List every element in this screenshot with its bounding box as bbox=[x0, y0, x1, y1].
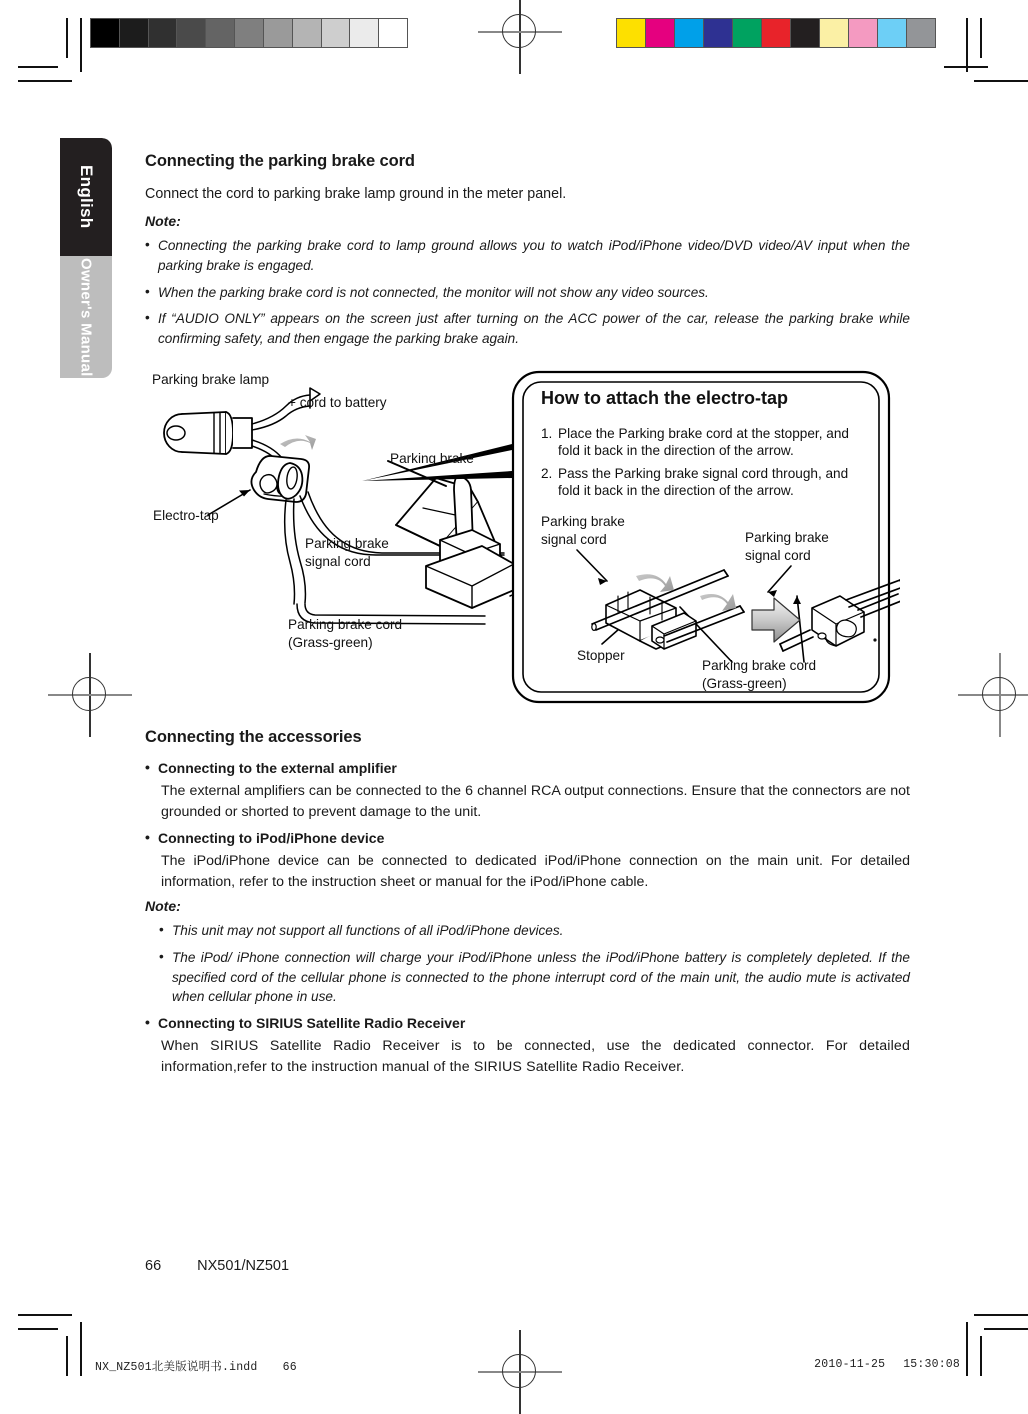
note-label: Note: bbox=[145, 213, 181, 230]
label-cord-to-battery: + cord to battery bbox=[288, 395, 387, 410]
label-electro-tap: Electro-tap bbox=[153, 508, 219, 523]
side-tab bbox=[60, 138, 112, 378]
page-number: 66 bbox=[145, 1258, 162, 1274]
accessories-notes-list bbox=[159, 921, 910, 1007]
accessory-body: When SIRIUS Satellite Radio Receiver is to be connected, use the dedicated connector. For detailed information,refer to the instruction manual of the SIRIUS Satellite Radio Receiver. bbox=[161, 1038, 910, 1075]
page-model: NX501/NZ501 bbox=[197, 1258, 290, 1274]
electro-tap-illustration bbox=[251, 456, 309, 502]
accessory-body: The external amplifiers can be connected to the 6 channel RCA output connections. Ensure that the connectors are not grounded or shorted to prevent damage to the unit. bbox=[161, 783, 910, 820]
accessories-list bbox=[145, 760, 910, 776]
side-tab-manual-label: Owner's Manual bbox=[77, 257, 95, 377]
section-parking-brake bbox=[145, 152, 910, 356]
side-tab-language bbox=[60, 138, 112, 256]
accessory-body: The iPod/iPhone device can be connected to dedicated iPod/iPhone connection on the main unit. For detailed information, refer to the instruction sheet or manual for the iPod/iPhone cable. bbox=[161, 853, 910, 890]
callout-step-2-num: 2. bbox=[541, 466, 553, 481]
imprint-date: 2010-11-25 bbox=[814, 1358, 886, 1371]
wiring-figure bbox=[140, 368, 900, 713]
callout-label-brake-cord-2: (Grass-green) bbox=[702, 676, 787, 691]
side-tab-manual bbox=[60, 256, 112, 378]
list-item: • When the parking brake cord is not connected, the monitor will not show any video sources. bbox=[145, 283, 910, 303]
list-item: • This unit may not support all functions of all iPod/iPhone devices. bbox=[159, 921, 910, 941]
section-accessories-heading: Connecting the accessories bbox=[145, 728, 362, 746]
page-footer bbox=[145, 1258, 289, 1274]
callout-label-signal-right-1: Parking brake bbox=[745, 530, 829, 545]
section-parking-heading: Connecting the parking brake cord bbox=[145, 152, 415, 170]
label-brake-cord-line1: Parking brake cord bbox=[288, 617, 403, 632]
accessory-title: • Connecting to SIRIUS Satellite Radio Receiver bbox=[145, 1015, 910, 1031]
callout-label-brake-cord-1: Parking brake cord bbox=[702, 658, 817, 673]
callout-label-stopper: Stopper bbox=[577, 648, 625, 663]
accessories-list bbox=[145, 1015, 910, 1031]
label-signal-cord-line2: signal cord bbox=[305, 554, 371, 569]
list-item: • The iPod/ iPhone connection will charge your iPod/iPhone unless the iPod/iPhone battery is completely depleted. If the specified cord of the cellular phone is connected to the phone interrupt cord of the main unit, the audio mute is activated when cellular phone in use. bbox=[159, 948, 910, 1007]
parking-brake-lever-illustration bbox=[396, 476, 522, 608]
section-accessories bbox=[145, 728, 910, 1083]
accessories-list bbox=[145, 830, 910, 846]
callout-step-2-line1: Pass the Parking brake signal cord through, and bbox=[558, 466, 849, 481]
section-parking-intro: Connect the cord to parking brake lamp ground in the meter panel. bbox=[145, 186, 567, 202]
callout-step-1-line2: fold it back in the direction of the arrow. bbox=[558, 443, 794, 458]
accessory-title: • Connecting to the external amplifier bbox=[145, 760, 910, 776]
list-item: • Connecting the parking brake cord to lamp ground allows you to watch iPod/iPhone video/DVD video/AV input when the parking brake is engaged. bbox=[145, 236, 910, 275]
parking-notes-list bbox=[145, 236, 910, 349]
label-brake-cord-line2: (Grass-green) bbox=[288, 635, 373, 650]
imprint-page: 66 bbox=[282, 1361, 297, 1374]
list-item: • If “AUDIO ONLY” appears on the screen just after turning on the ACC power of the car, release the parking brake while confirming safety, and then engage the parking brake again. bbox=[145, 309, 910, 348]
callout-title: How to attach the electro-tap bbox=[541, 388, 789, 408]
stray-dot bbox=[873, 638, 876, 641]
callout-label-signal-left-1: Parking brake bbox=[541, 514, 625, 529]
imprint-left bbox=[95, 1358, 297, 1374]
accessory-title: • Connecting to iPod/iPhone device bbox=[145, 830, 910, 846]
callout-step-2-line2: fold it back in the direction of the arrow. bbox=[558, 483, 794, 498]
side-tab-language-label: English bbox=[77, 165, 96, 229]
imprint-time: 15:30:08 bbox=[903, 1358, 960, 1371]
callout-label-signal-left-2: signal cord bbox=[541, 532, 607, 547]
label-signal-cord-line1: Parking brake bbox=[305, 536, 389, 551]
label-parking-brake: Parking brake bbox=[390, 451, 474, 466]
imprint-file: NX_NZ501北美版说明书.indd bbox=[95, 1361, 258, 1374]
callout-step-1-line1: Place the Parking brake cord at the stopper, and bbox=[558, 426, 849, 441]
label-parking-brake-lamp: Parking brake lamp bbox=[152, 372, 270, 387]
callout-label-signal-right-2: signal cord bbox=[745, 548, 811, 563]
note-label: Note: bbox=[145, 898, 181, 915]
imprint-right bbox=[814, 1358, 960, 1371]
parking-brake-lamp-illustration bbox=[164, 412, 252, 454]
callout-step-1-num: 1. bbox=[541, 426, 553, 441]
